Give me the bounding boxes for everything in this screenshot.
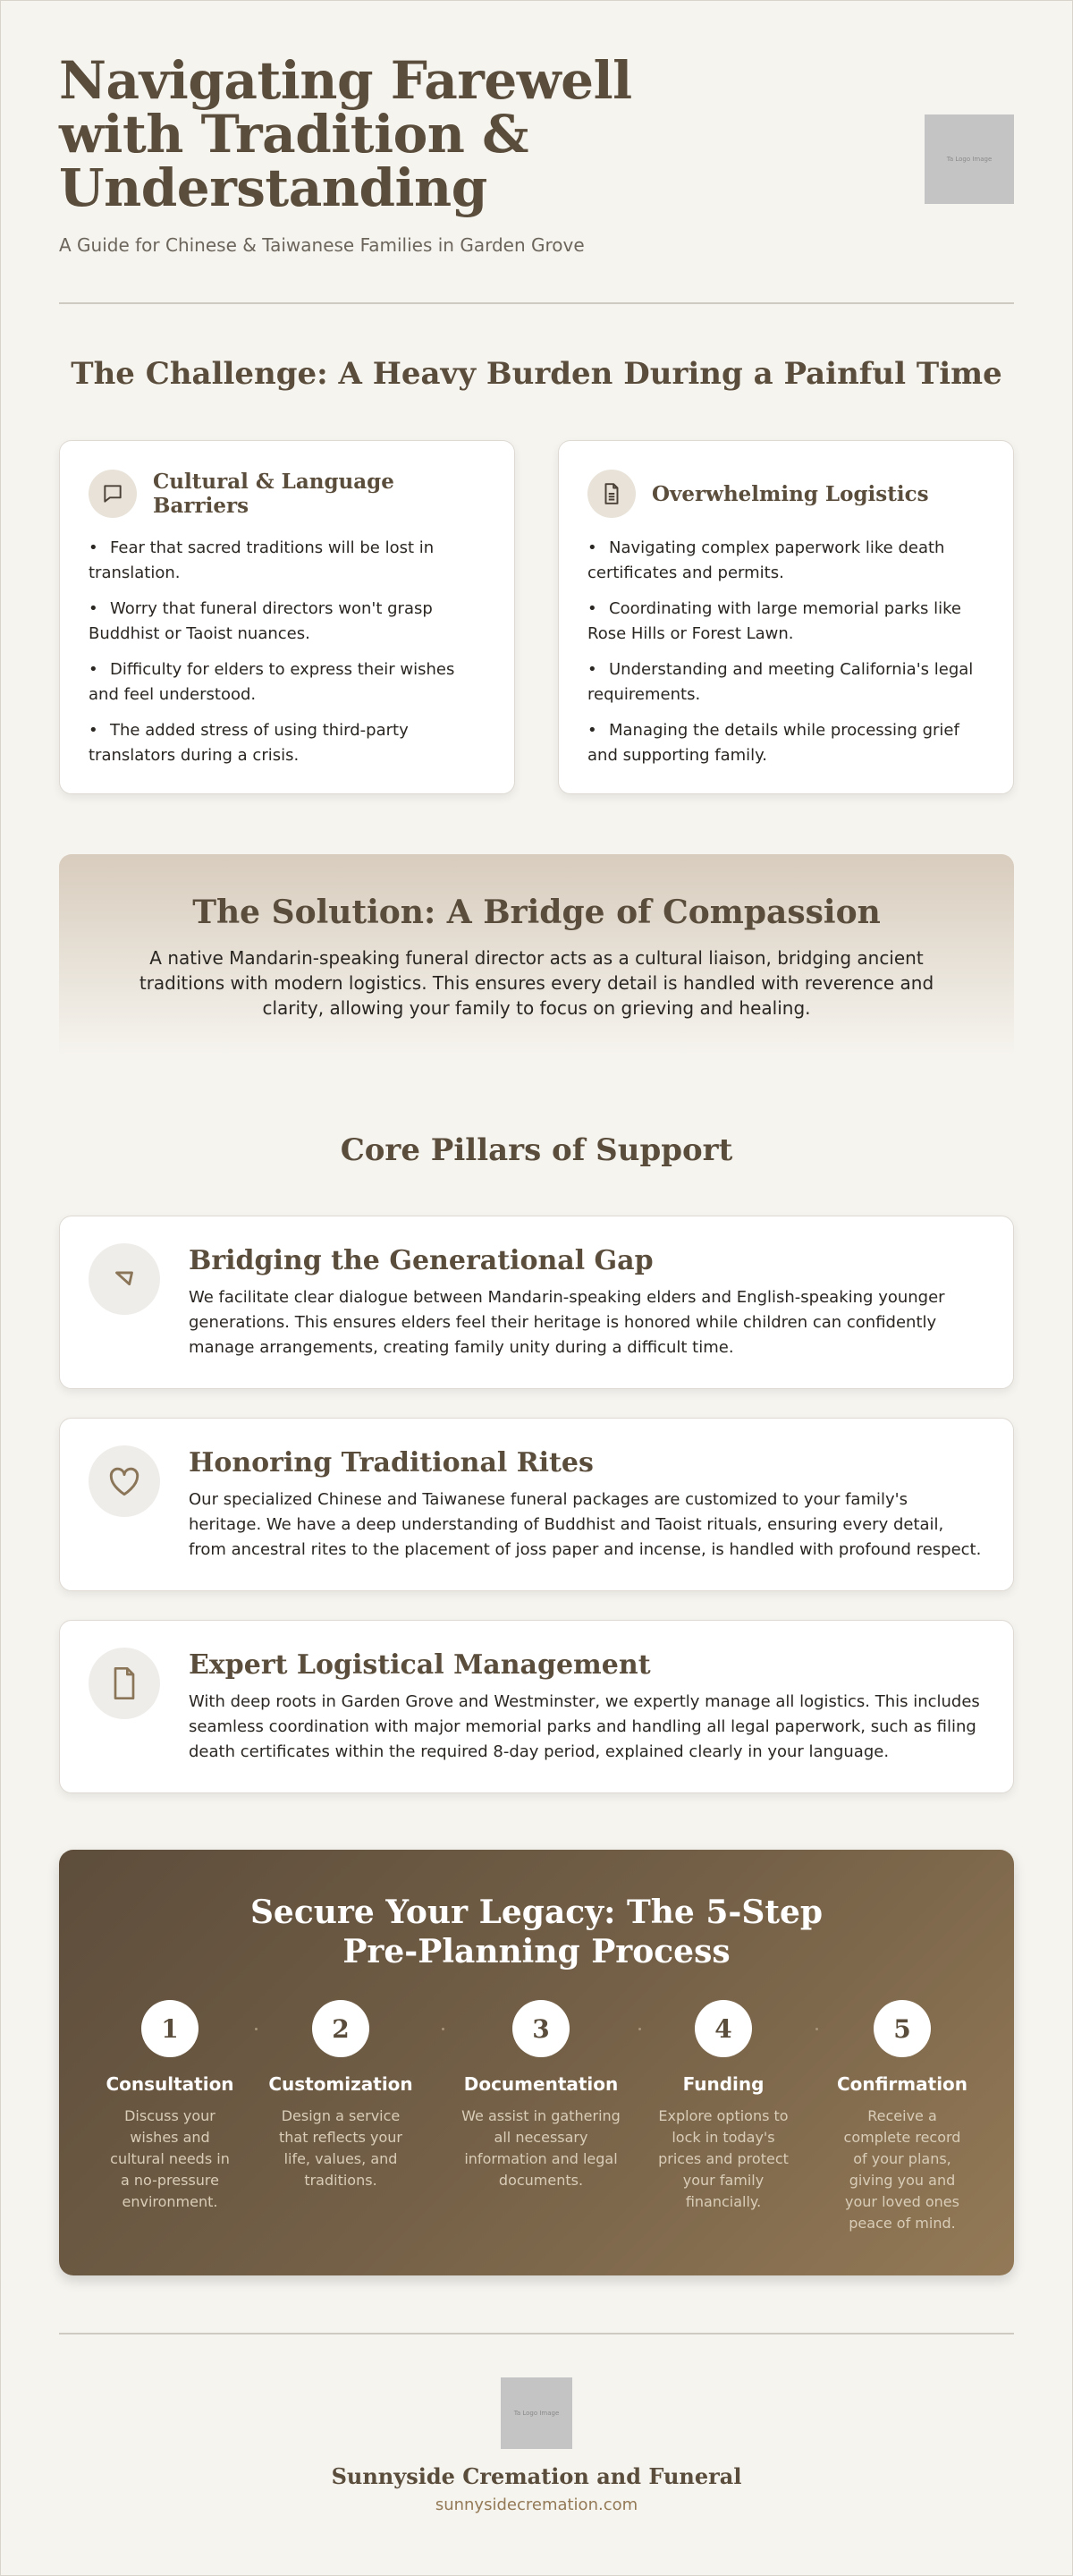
step-customization [265, 2000, 417, 2191]
heart-icon [89, 1445, 160, 1517]
step-number: 3 [512, 2000, 570, 2057]
step-connector [255, 2028, 258, 2030]
step-funding [649, 2000, 798, 2213]
step-number: 2 [312, 2000, 369, 2057]
bridge-icon [89, 1243, 160, 1315]
page-title: Navigating Farewell with Tradition & Understanding [59, 50, 632, 218]
step-name: Consultation [106, 2073, 234, 2095]
step-connector [815, 2028, 818, 2030]
pillar-text: Our specialized Chinese and Taiwanese funeral packages are customized to your family's heritage. We have a deep understanding of Buddhist and Taoist rituals, ensuring every detail, from ancestral rites to the placement of joss paper and incense, is handled with profound respect. [189, 1490, 982, 1559]
list-item: • Navigating complex paperwork like death certificates and permits. [587, 536, 984, 586]
pillar-text: With deep roots in Garden Grove and Westminster, we expertly manage all logistics. This includes seamless coordination with major memorial parks and handling all legal paperwork, such as filing death certificates within the required 8-day period, explained clearly in your language. [189, 1692, 980, 1761]
challenge-list [89, 536, 486, 768]
logo-placeholder-label: Ta Logo Image [513, 2410, 560, 2417]
solution-text: A native Mandarin-speaking funeral director acts as a cultural liaison, bridging ancient traditions with modern logistics. This ensures every detail is handled with reverence and clarity, allowing your family to focus on grieving and healing. [139, 947, 934, 1019]
step-description: Design a service that reflects your life, values, and traditions. [278, 2107, 403, 2189]
list-item: • The added stress of using third-party translators during a crisis. [89, 718, 486, 768]
step-description: We assist in gathering all necessary information and legal documents. [461, 2107, 621, 2189]
solution-title: The Solution: A Bridge of Compassion [192, 894, 881, 931]
step-consultation [98, 2000, 241, 2213]
company-name: Sunnyside Cremation and Funeral [331, 2463, 742, 2489]
step-number: 1 [141, 2000, 199, 2057]
challenge-card-title: Overwhelming Logistics [652, 481, 929, 506]
list-item: • Worry that funeral directors won't grasp Buddhist or Taoist nuances. [89, 597, 486, 647]
list-item: • Understanding and meeting California's legal requirements. [587, 657, 984, 708]
chat-bubble-icon [89, 470, 137, 518]
step-name: Confirmation [836, 2073, 968, 2095]
footer-logo-image [501, 2377, 572, 2449]
page-header [59, 50, 1014, 268]
step-documentation [456, 2000, 626, 2191]
header-logo-image [925, 114, 1014, 204]
pillar-title: Honoring Traditional Rites [189, 1447, 594, 1479]
list-item: • Coordinating with large memorial parks like Rose Hills or Forest Lawn. [587, 597, 984, 647]
footer-divider [59, 2333, 1014, 2334]
logo-placeholder-label: Ta Logo Image [946, 156, 993, 163]
challenge-list [587, 536, 984, 768]
step-connector [638, 2028, 641, 2030]
page-subtitle: A Guide for Chinese & Taiwanese Families in Garden Grove [59, 234, 585, 256]
pillar-card-rites [59, 1418, 1014, 1591]
pillar-title: Expert Logistical Management [189, 1649, 651, 1681]
steps-title: Secure Your Legacy: The 5-Step Pre-Planning Process [249, 1894, 824, 1970]
challenge-card-logistics [558, 440, 1014, 794]
document-icon [587, 470, 636, 518]
pre-planning-steps [59, 1850, 1014, 2275]
step-name: Customization [268, 2073, 413, 2095]
challenge-card-cultural [59, 440, 515, 794]
pillar-card-generational [59, 1216, 1014, 1389]
step-description: Explore options to lock in today's prices and protect your family financially. [658, 2107, 789, 2210]
step-connector [442, 2028, 444, 2030]
list-item: • Fear that sacred traditions will be lost in translation. [89, 536, 486, 586]
file-icon [89, 1648, 160, 1719]
step-confirmation [826, 2000, 978, 2234]
step-description: Discuss your wishes and cultural needs in a no-pressure environment. [110, 2107, 230, 2210]
challenge-card-title: Cultural & Language Barriers [153, 470, 394, 518]
step-number: 5 [874, 2000, 931, 2057]
step-name: Funding [682, 2073, 765, 2095]
list-item: • Managing the details while processing grief and supporting family. [587, 718, 984, 768]
pillars-title: Core Pillars of Support [340, 1132, 733, 1168]
step-number: 4 [695, 2000, 752, 2057]
step-description: Receive a complete record of your plans, giving you and your loved ones peace of mind. [843, 2107, 961, 2232]
challenge-title: The Challenge: A Heavy Burden During a Painful Time [71, 356, 1002, 392]
list-item: • Difficulty for elders to express their wishes and feel understood. [89, 657, 486, 708]
company-website-link[interactable]: sunnysidecremation.com [435, 2496, 638, 2514]
pillar-card-logistics [59, 1620, 1014, 1793]
pillar-text: We facilitate clear dialogue between Mandarin-speaking elders and English-speaking younger generations. This ensures elders feel their heritage is honored while children can confidently manage arrangements, creating family unity during a difficult time. [189, 1288, 945, 1357]
header-divider [59, 302, 1014, 304]
pillar-title: Bridging the Generational Gap [189, 1245, 654, 1276]
solution-section [59, 854, 1014, 1056]
step-name: Documentation [463, 2073, 619, 2095]
